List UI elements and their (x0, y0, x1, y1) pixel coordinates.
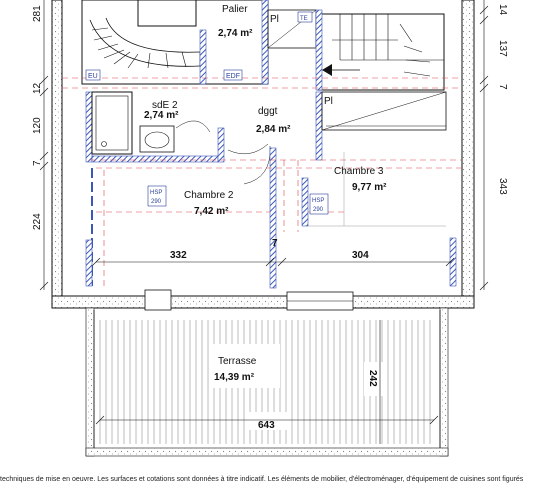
tag-hsp-right-value: 290 (313, 207, 324, 213)
tag-boxes (86, 12, 328, 214)
dim-left-12: 12 (32, 82, 43, 94)
tag-edf: EDF (226, 73, 240, 80)
tag-hsp-left-value: 290 (151, 199, 162, 205)
dim-left-224: 224 (32, 213, 43, 230)
room-name-chambre2: Chambre 2 (184, 190, 234, 201)
room-area-chambre3: 9,77 m² (352, 182, 387, 193)
dim-left-7: 7 (32, 160, 43, 166)
room-name-terrasse: Terrasse (218, 356, 257, 367)
dim-right-7: 7 (497, 84, 508, 90)
room-area-terrasse: 14,39 m² (214, 372, 255, 383)
tag-pl-mid: Pl (324, 96, 333, 107)
room-name-palier: Palier (222, 4, 248, 15)
tag-hsp-left: HSP (150, 190, 163, 196)
tag-pl-top: Pl (270, 14, 279, 25)
dim-bottom-7: 7 (272, 238, 278, 249)
dim-left-281: 281 (32, 5, 43, 22)
dim-right-343: 343 (497, 178, 508, 195)
dim-right-14: 14 (497, 4, 508, 16)
room-area-palier: 2,74 m² (218, 28, 253, 39)
dim-left-120: 120 (32, 117, 43, 134)
room-area-sde2: 2,74 m² (144, 110, 179, 121)
dim-right-137: 137 (497, 40, 508, 57)
tag-te: TE (300, 16, 308, 22)
room-name-sde2: sdE 2 (152, 100, 178, 111)
terrace (86, 308, 448, 456)
room-area-chambre2: 7,42 m² (194, 206, 229, 217)
tag-hsp-right: HSP (312, 198, 325, 204)
disclaimer-footer: techniques de mise en oeuvre. Les surfaces et cotations sont données à titre indicatif. Les éléments de mobilier, d'électroménager, d'équipement de cuisines sont figurés (0, 476, 524, 483)
room-name-chambre3: Chambre 3 (334, 166, 384, 177)
tag-eu: EU (88, 73, 98, 80)
room-area-dggt: 2,84 m² (256, 124, 291, 135)
dim-bottom-332: 332 (170, 250, 187, 261)
bedroom-partition (86, 148, 456, 288)
dim-terrace-242: 242 (367, 370, 378, 387)
dim-terrace-643: 643 (258, 420, 275, 431)
room-name-dggt: dggt (258, 106, 278, 117)
stairwell-right (318, 14, 444, 90)
dim-bottom-304: 304 (352, 250, 369, 261)
